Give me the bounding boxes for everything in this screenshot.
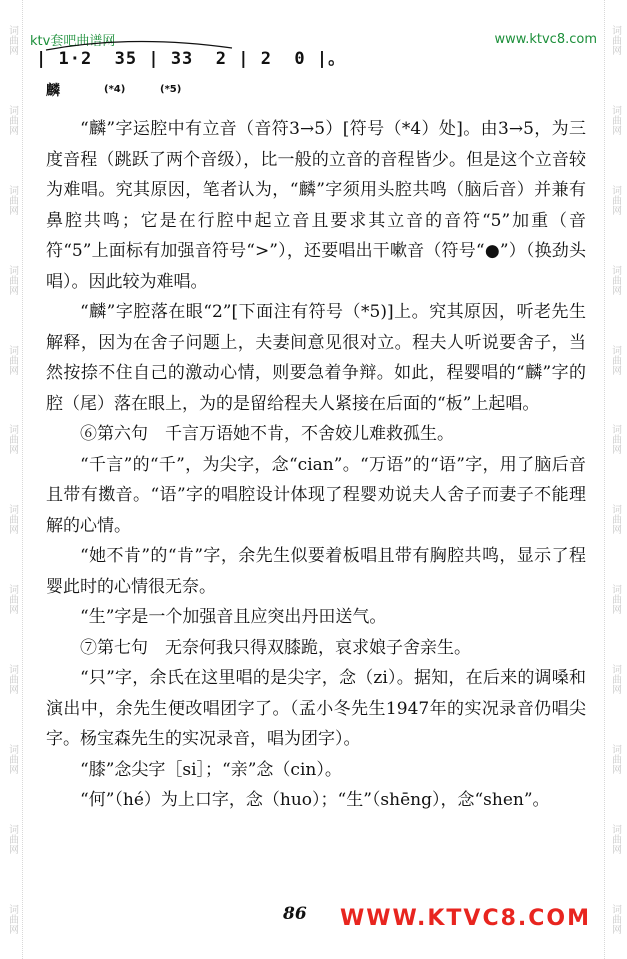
- paragraph: “膝”念尖字［si］；“亲”念（cin）。: [80, 759, 342, 780]
- sidebar-watermark: 词曲网: [609, 424, 621, 455]
- paragraph: “千言”的“千”，为尖字，念“cian”。“万语”的“语”字，用了脑后音且带有擞音。“语”字的唱腔设计体现了程婴劝说夫人舍子而妻子不能理解的心情。: [46, 454, 586, 536]
- body-text: [46, 114, 586, 816]
- sidebar-watermark: 词曲网: [6, 664, 18, 695]
- paragraph: “麟”字运腔中有立音（音符3→5）[符号（*4）处]。由3→5，为三度音程（跳跃了两个音级），比一般的立音的音程皆少。但是这个立音较为难唱。究其原因，笔者认为，“麟”字须用头腔共鸣（脑后音）并兼有鼻腔共鸣；它是在行腔中起立音且要求其立音的音符“5”加重（音符“5”上面标有加强音符号“>”），还要唱出干嗽音（符号“●”）（换劲头唱）。因此较为难唱。: [46, 119, 586, 292]
- sidebar-watermark: 词曲网: [609, 24, 621, 55]
- paragraph: “麟”字腔落在眼“2”[下面注有符号（*5)]上。究其原因，听老先生解释，因为在舍子问题上，夫妻间意见很对立。程夫人听说要舍子，当然按捺不住自己的激动心情，则要急着争辩。如此，程婴唱的“麟”字的腔（尾）落在眼上，为的是留给程夫人紧接在后面的“板”上起唱。: [46, 302, 586, 414]
- sidebar-watermark: 词曲网: [609, 344, 621, 375]
- left-watermark-strip: [2, 0, 23, 959]
- notation-lyric: 麟: [46, 83, 60, 99]
- sidebar-watermark: 词曲网: [609, 184, 621, 215]
- sidebar-watermark: 词曲网: [609, 504, 621, 535]
- sidebar-watermark: 词曲网: [6, 424, 18, 455]
- sidebar-watermark: 词曲网: [609, 584, 621, 615]
- right-watermark-strip: [604, 0, 625, 959]
- paragraph: “何”（hé）为上口字，念（huo）；“生”（shēng），念“shen”。: [80, 790, 550, 810]
- sidebar-watermark: 词曲网: [609, 104, 621, 135]
- paragraph: “只”字，余氏在这里唱的是尖字，念（zi）。据知，在后来的调嗓和演出中，余先生便改唱团字了。（孟小冬先生1947年的实况录音仍唱尖字。杨宝森先生的实况录音，唱为团字）。: [46, 668, 586, 749]
- sidebar-watermark: 词曲网: [6, 104, 18, 135]
- sidebar-watermark: 词曲网: [6, 24, 18, 55]
- sidebar-watermark: 词曲网: [6, 824, 18, 855]
- sidebar-watermark: 词曲网: [6, 184, 18, 215]
- notation-mark-2: (*5): [160, 84, 182, 95]
- sidebar-watermark: 词曲网: [6, 504, 18, 535]
- watermark-top-left: ktv套吧曲谱网: [30, 34, 116, 49]
- sidebar-watermark: 词曲网: [6, 903, 18, 934]
- slur-icon: [42, 38, 242, 52]
- sidebar-watermark: 词曲网: [609, 903, 621, 934]
- sidebar-watermark: 词曲网: [609, 264, 621, 295]
- paragraph: “她不肯”的“肯”字，余先生似要着板唱且带有胸腔共鸣，显示了程婴此时的心情很无奈。: [46, 546, 586, 597]
- sidebar-watermark: 词曲网: [6, 744, 18, 775]
- sidebar-watermark: 词曲网: [6, 584, 18, 615]
- sidebar-watermark: 词曲网: [6, 344, 18, 375]
- watermark-top-right: www.ktvc8.com: [494, 32, 597, 47]
- notation-mark-1: (*4): [104, 84, 126, 95]
- sidebar-watermark: 词曲网: [609, 664, 621, 695]
- paragraph: ⑥第六句 千言万语她不肯，不舍姣儿难救孤生。: [80, 424, 454, 444]
- sidebar-watermark: 词曲网: [609, 824, 621, 855]
- notation-line: | 1·2 35 | 33 2 | 2 0 |。: [36, 49, 347, 69]
- page-number: 86: [283, 904, 307, 924]
- sidebar-watermark: 词曲网: [609, 744, 621, 775]
- watermark-bottom-logo: WWW.KTVC8.COM: [340, 906, 591, 931]
- paragraph: ⑦第七句 无奈何我只得双膝跪，哀求娘子舍亲生。: [80, 637, 471, 658]
- paragraph: “生”字是一个加强音且应突出丹田送气。: [80, 607, 387, 627]
- sidebar-watermark: 词曲网: [6, 264, 18, 295]
- music-notation: [36, 44, 347, 100]
